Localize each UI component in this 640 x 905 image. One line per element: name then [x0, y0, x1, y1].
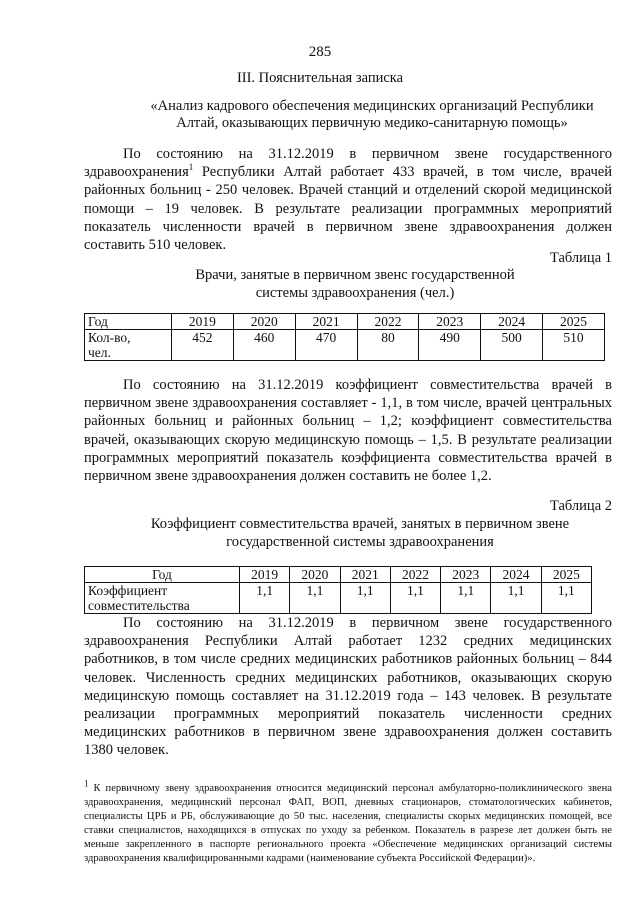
footnote-ref: 1 [188, 162, 194, 173]
para1-text-start: По состоянию на 31.12.2019 в первичном звене государственного здравоохранения [84, 146, 612, 181]
table2-label: Таблица 2 [549, 498, 612, 514]
table1-caption-line1: Врачи, занятые в первичном звенс государственной [195, 267, 515, 283]
row-label-line2: чел. [88, 345, 111, 360]
table-cell: 2019 [172, 314, 234, 330]
table-cell: 1,1 [491, 583, 541, 614]
table-cell: 2021 [295, 314, 357, 330]
table-cell: 510 [543, 330, 605, 361]
table-cell: 500 [481, 330, 543, 361]
table-cell: 80 [357, 330, 419, 361]
footnote [84, 778, 612, 867]
subtitle: «Анализ кадрового обеспечения медицинских организаций Республики Алтай, оказывающих первичную медико-санитарную помощь» [150, 98, 594, 131]
table2-caption [100, 515, 620, 551]
table2-caption-line1: Коэффициент совместительства врачей, занятых в первичном звене [150, 516, 570, 532]
table-cell: 470 [295, 330, 357, 361]
table2-caption-line2: государственной системы здравоохранения [226, 534, 494, 550]
table-cell: 452 [172, 330, 234, 361]
table-cell: 2023 [419, 314, 481, 330]
table-cell: 2019 [240, 567, 290, 583]
table-cell: Год [85, 314, 172, 330]
row-label-line2: совместительства [88, 598, 190, 613]
para1-text-end: Республики Алтай работает 433 врачей, в том числе, врачей районных больниц - 250 человек. Врачей станций и отделений скорой медицинской помощи – 19 человек. В результате реализации программных мероприятий показатель численности врачей в первичном звене здравоохранения должен составить 510 человек. [84, 164, 612, 254]
table-cell: 2024 [481, 314, 543, 330]
footnote-text: К первичному звену здравоохранения относится медицинский персонал амбулаторно-поликлинического звена здравоохранения, медицинский персонал ФАП, ВОП, дневных стационаров, стоматологических кабинетов, специалисты ЦРБ и РБ, обслуживающие до 50 тыс. населения, специалисты скорых медицинских помощей, все ставки специалистов, находящихся в отпусках по уходу за ребенком. Показатель в разрезе лет должен быть не меньше закрепленного в паспорте регионального проекта «Обеспечение медицинских организаций системы здравоохранения квалифицированными кадрами (наименование субъекта Российской Федерации)». [84, 783, 612, 865]
table-row [85, 583, 592, 614]
table1 [84, 313, 605, 361]
table-cell: 2020 [290, 567, 340, 583]
table-cell: 1,1 [290, 583, 340, 614]
table-cell: 1,1 [441, 583, 491, 614]
table-row-label [85, 330, 172, 361]
table-cell: 2021 [340, 567, 390, 583]
table-cell: 2024 [491, 567, 541, 583]
paragraph-coefficient: По состоянию на 31.12.2019 коэффициент совместительства врачей в первичном звене здравоохранения составляет - 1,1, в том числе, врачей центральных районных больниц и районных больниц – 1,2; коэффициент совместительства врачей, оказывающих скорую медицинскую помощь – 1,5. В результате реализации программных мероприятий показатель коэффициента совместительства врачей в первичном звене здравоохранения должен составить не более 1,2. [84, 377, 612, 485]
table-cell: 1,1 [240, 583, 290, 614]
table-cell: 2023 [441, 567, 491, 583]
paragraph-nurses: По состоянию на 31.12.2019 в первичном звене государственного здравоохранения Республики Алтай работает 1232 средних медицинских работников, в том числе средних медицинских работников районных больниц – 844 человек. Численность средних медицинских работников, оказывающих скорую медицинскую помощь составляет на 31.12.2019 года – 143 человек. В результате реализации программных мероприятий показатель численности средних медицинских работников в первичном звене здравоохранения должен составить 1380 человек. [84, 615, 612, 759]
table-cell: 460 [233, 330, 295, 361]
row-label-line1: Коэффициент [88, 583, 168, 598]
table-cell: 2022 [357, 314, 419, 330]
footnote-marker: 1 [84, 778, 89, 789]
table-cell: 1,1 [541, 583, 591, 614]
table-cell: 1,1 [340, 583, 390, 614]
table-cell: 2020 [233, 314, 295, 330]
table-cell: 1,1 [390, 583, 440, 614]
table-cell: 490 [419, 330, 481, 361]
table-row [85, 330, 605, 361]
table-row [85, 314, 605, 330]
row-label-line1: Кол-во, [88, 330, 131, 345]
table-cell: 2025 [543, 314, 605, 330]
table1-caption [130, 266, 580, 302]
table-row [85, 567, 592, 583]
table1-label: Таблица 1 [549, 250, 612, 266]
page-number: 285 [308, 44, 332, 60]
section-title: III. Пояснительная записка [236, 70, 404, 86]
table-cell: 2022 [390, 567, 440, 583]
table-cell: 2025 [541, 567, 591, 583]
table1-caption-line2: системы здравоохранения (чел.) [255, 285, 455, 301]
table2 [84, 566, 592, 614]
table-cell: Год [85, 567, 240, 583]
paragraph-doctors [84, 145, 612, 254]
table-row-label [85, 583, 240, 614]
